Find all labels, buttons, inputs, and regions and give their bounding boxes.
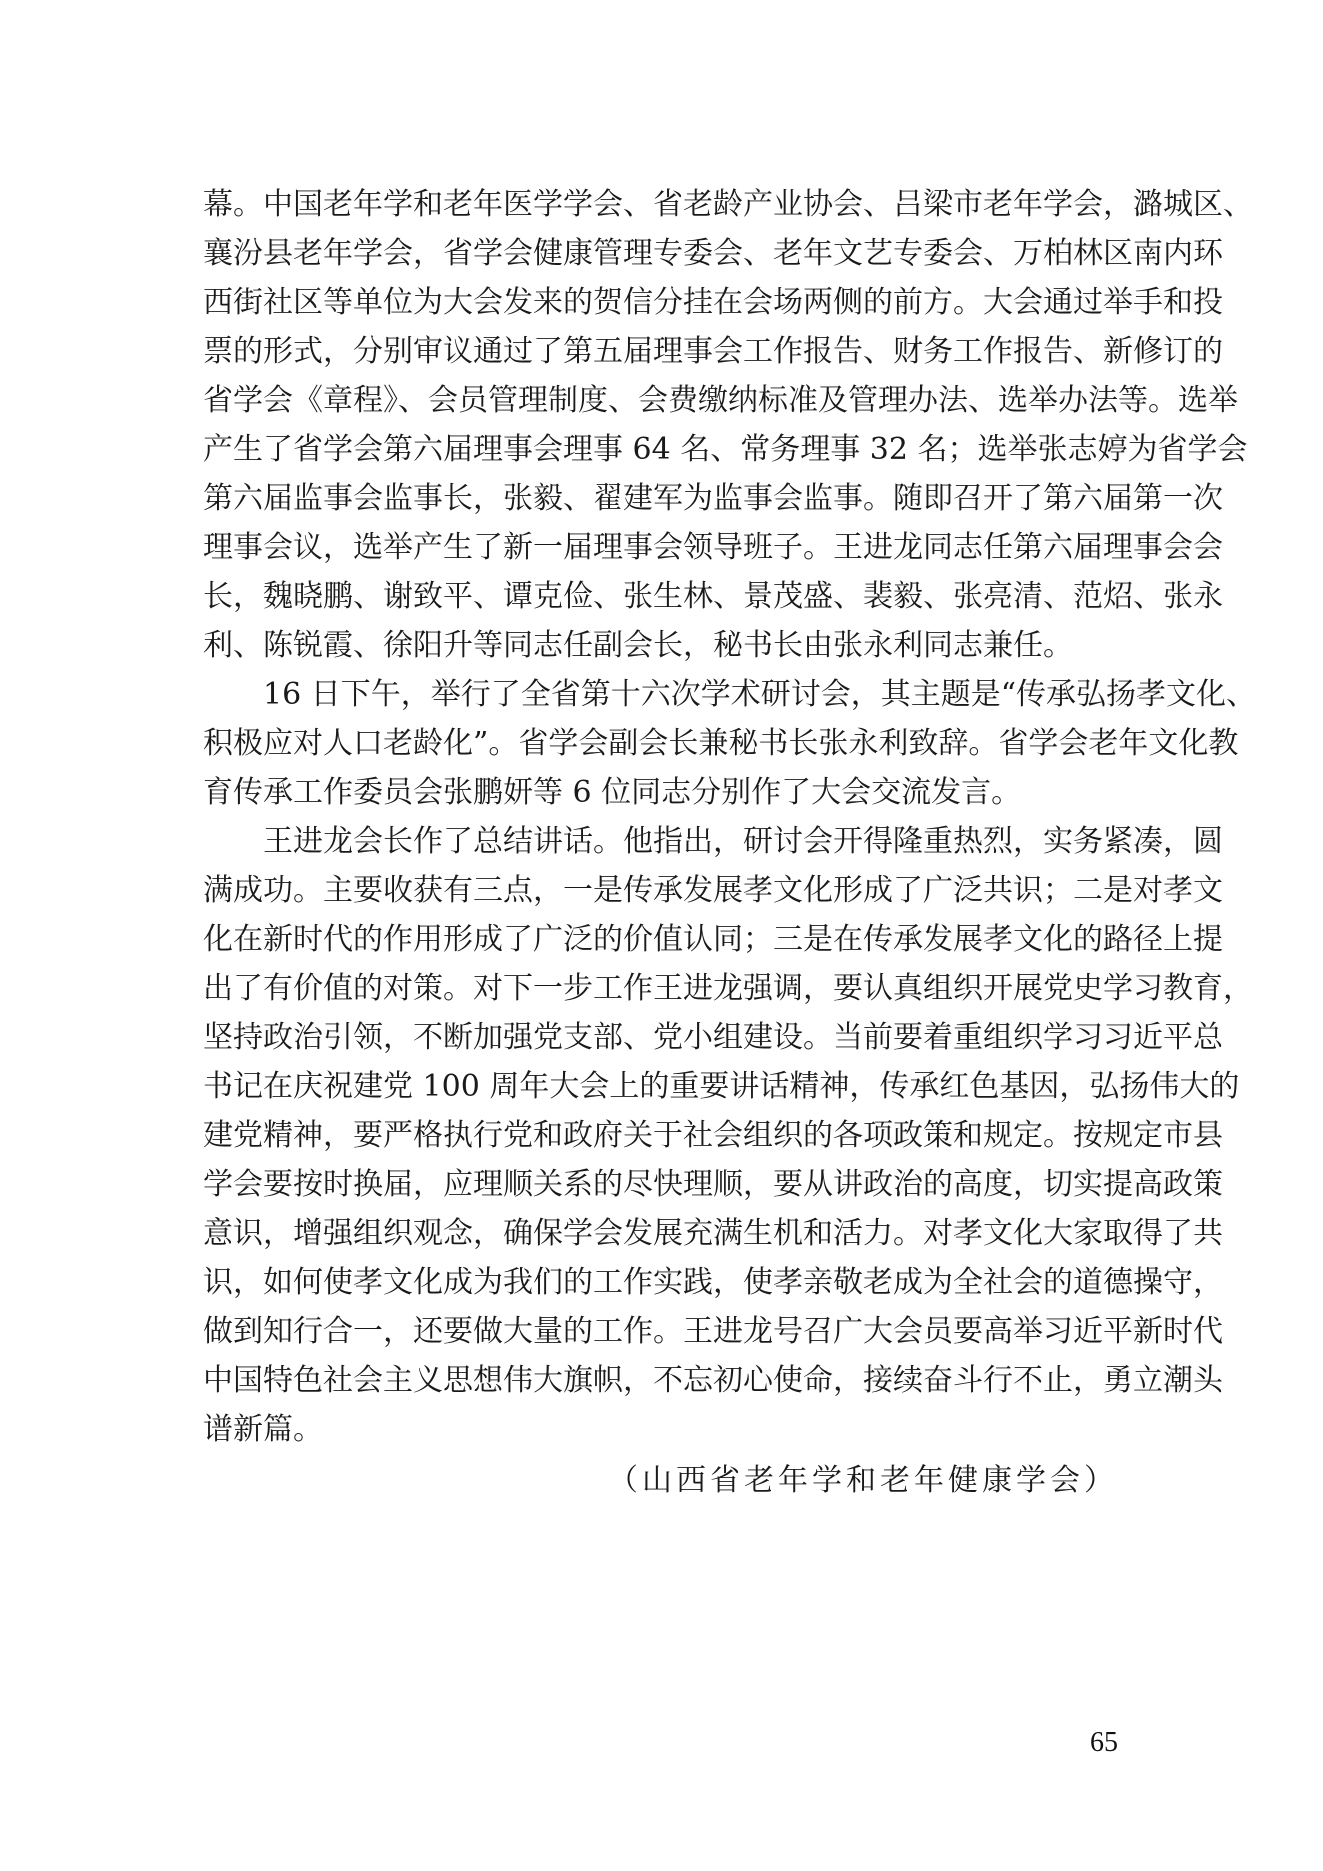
text-line: 出了有价值的对策。对下一步工作王进龙强调，要认真组织开展党史学习教育， [203, 971, 1253, 1006]
text-line: 利、陈锐霞、徐阳升等同志任副会长，秘书长由张永利同志兼任。 [203, 628, 1073, 663]
text-line: 坚持政治引领，不断加强党支部、党小组建设。当前要着重组织学习习近平总 [203, 1020, 1223, 1055]
text-line: 襄汾县老年学会，省学会健康管理专委会、老年文艺专委会、万柏林区南内环 [203, 236, 1223, 271]
text-line: 票的形式，分别审议通过了第五届理事会工作报告、财务工作报告、新修订的 [203, 334, 1223, 369]
text-line: 王进龙会长作了总结讲话。他指出，研讨会开得隆重热烈，实务紧凑，圆 [263, 824, 1223, 859]
text-line: 16 日下午，举行了全省第十六次学术研讨会，其主题是“传承弘扬孝文化、 [263, 677, 1257, 712]
text-line: 学会要按时换届，应理顺关系的尽快理顺，要从讲政治的高度，切实提高政策 [203, 1167, 1223, 1202]
text-line: 育传承工作委员会张鹏妍等 6 位同志分别作了大会交流发言。 [203, 775, 1022, 810]
text-line: 产生了省学会第六届理事会理事 64 名、常务理事 32 名；选举张志婷为省学会 [203, 432, 1248, 467]
text-line: 意识，增强组织观念，确保学会发展充满生机和活力。对孝文化大家取得了共 [203, 1216, 1223, 1251]
text-line: 西街社区等单位为大会发来的贺信分挂在会场两侧的前方。大会通过举手和投 [203, 285, 1223, 320]
text-line: 第六届监事会监事长，张毅、翟建军为监事会监事。随即召开了第六届第一次 [203, 481, 1223, 516]
text-line: 识，如何使孝文化成为我们的工作实践，使孝亲敬老成为全社会的道德操守， [203, 1265, 1223, 1300]
text-line: 中国特色社会主义思想伟大旗帜，不忘初心使命，接续奋斗行不止，勇立潮头 [203, 1363, 1223, 1398]
text-line: 建党精神，要严格执行党和政府关于社会组织的各项政策和规定。按规定市县 [203, 1118, 1223, 1153]
text-line: 省学会《章程》、会员管理制度、会费缴纳标准及管理办法、选举办法等。选举 [203, 383, 1238, 418]
text-line: 谱新篇。 [203, 1412, 323, 1447]
source-attribution: （山西省老年学和老年健康学会） [608, 1463, 1118, 1498]
text-line: 理事会议，选举产生了新一届理事会领导班子。王进龙同志任第六届理事会会 [203, 530, 1223, 565]
text-line: 化在新时代的作用形成了广泛的价值认同；三是在传承发展孝文化的路径上提 [203, 922, 1223, 957]
text-line: 书记在庆祝建党 100 周年大会上的重要讲话精神，传承红色基因，弘扬伟大的 [203, 1069, 1240, 1104]
text-line: 满成功。主要收获有三点，一是传承发展孝文化形成了广泛共识；二是对孝文 [203, 873, 1223, 908]
body-text [203, 180, 1257, 1454]
text-line: 积极应对人口老龄化”。省学会副会长兼秘书长张永利致辞。省学会老年文化教 [203, 726, 1239, 761]
page-number: 65 [1090, 1727, 1118, 1758]
text-line: 做到知行合一，还要做大量的工作。王进龙号召广大会员要高举习近平新时代 [203, 1314, 1223, 1349]
text-line: 长，魏晓鹏、谢致平、谭克俭、张生林、景茂盛、裴毅、张亮清、范炤、张永 [203, 579, 1223, 614]
text-line: 幕。中国老年学和老年医学学会、省老龄产业协会、吕梁市老年学会，潞城区、 [203, 187, 1253, 222]
